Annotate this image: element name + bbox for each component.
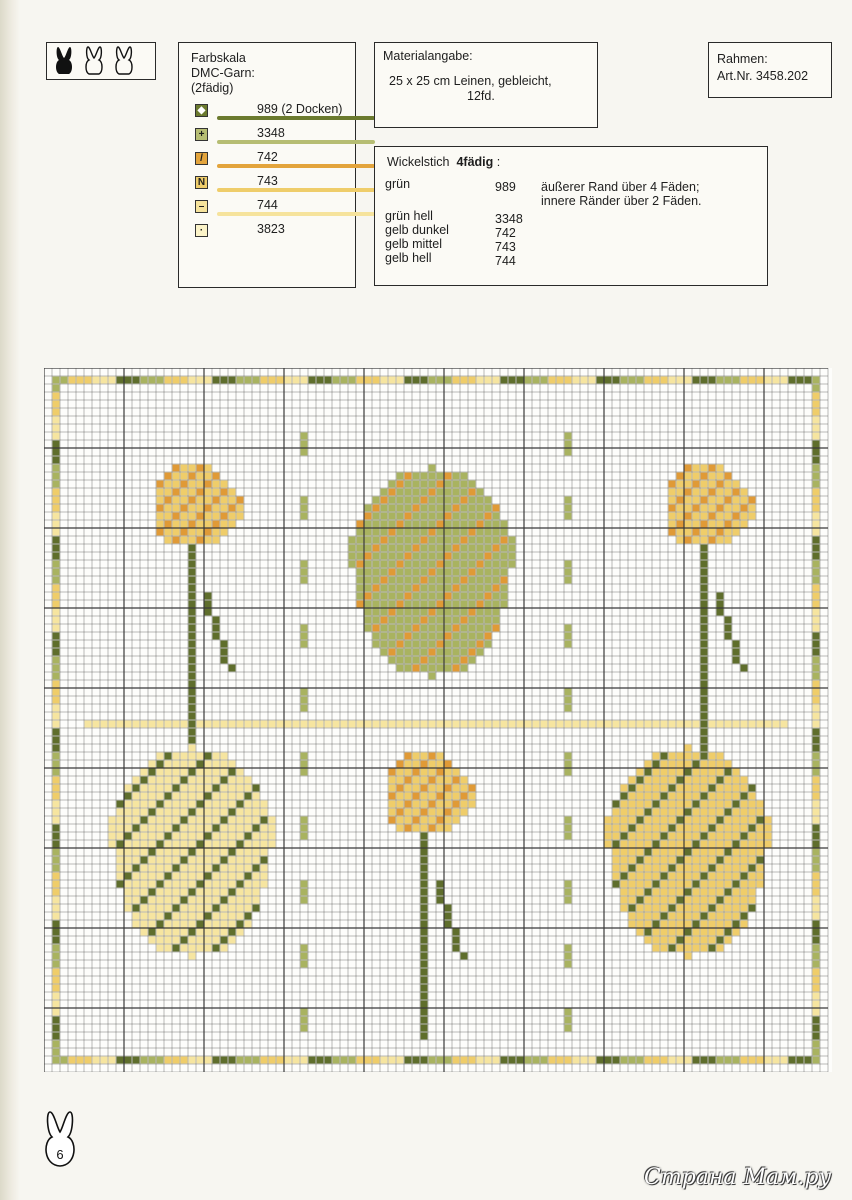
page-number: 6 xyxy=(56,1147,64,1162)
watermark: Страна Мам.ру xyxy=(644,1165,832,1190)
wickel-code: 989 xyxy=(495,180,516,194)
wickel-name: grün hell xyxy=(385,209,433,223)
legend-symbol: N xyxy=(195,176,208,189)
wickelstich-threads: 4fädig xyxy=(456,155,494,169)
legend-code: 742 xyxy=(257,150,278,164)
legend-code: 989 (2 Docken) xyxy=(257,102,343,116)
page-binding-edge xyxy=(0,0,20,1200)
color-legend xyxy=(178,42,356,288)
bunny-outline-icon xyxy=(113,46,135,76)
legend-symbol: + xyxy=(195,128,208,141)
page-number-badge xyxy=(40,1110,80,1170)
legend-symbol: · xyxy=(195,224,208,237)
wickelstich-color-names xyxy=(385,177,449,265)
material-line: 25 x 25 cm Leinen, gebleicht, xyxy=(389,74,552,88)
frame-box xyxy=(708,42,832,98)
wickel-name: gelb mittel xyxy=(385,237,442,251)
wickelstich-color-codes xyxy=(495,180,523,268)
frame-article: Art.Nr. 3458.202 xyxy=(717,69,809,83)
legend-swatch xyxy=(217,140,375,144)
wickelstich-notes xyxy=(541,180,702,208)
wickelstich-heading xyxy=(385,155,757,169)
legend-item xyxy=(191,174,343,198)
legend-symbol: ◆ xyxy=(195,104,208,117)
material-line: 12fd. xyxy=(467,89,495,103)
wickel-note: innere Ränder über 2 Fäden. xyxy=(541,194,702,208)
wickel-note: äußerer Rand über 4 Fäden; xyxy=(541,180,700,194)
wickel-name: gelb dunkel xyxy=(385,223,449,237)
legend-code: 743 xyxy=(257,174,278,188)
wickelstich-box xyxy=(374,146,768,286)
legend-swatch xyxy=(217,212,375,216)
legend-subtitle: DMC-Garn: xyxy=(191,66,255,80)
material-box xyxy=(374,42,598,128)
legend-item xyxy=(191,198,343,222)
legend-item xyxy=(191,150,343,174)
legend-swatch xyxy=(217,164,375,168)
difficulty-rating xyxy=(46,42,156,80)
legend-swatch xyxy=(217,188,375,192)
wickel-code: 743 xyxy=(495,240,516,254)
wickel-code: 744 xyxy=(495,254,516,268)
legend-code: 744 xyxy=(257,198,278,212)
material-title: Materialangabe: xyxy=(383,49,473,63)
legend-code: 3823 xyxy=(257,222,285,236)
frame-title: Rahmen: xyxy=(717,52,768,66)
legend-item xyxy=(191,102,343,126)
wickel-code: 742 xyxy=(495,226,516,240)
wickel-name: gelb hell xyxy=(385,251,432,265)
legend-title: Farbskala xyxy=(191,51,246,65)
legend-swatch xyxy=(217,116,375,120)
legend-symbol: / xyxy=(195,152,208,165)
legend-item xyxy=(191,126,343,150)
legend-note: (2fädig) xyxy=(191,81,234,95)
wickelstich-colon: : xyxy=(496,155,501,169)
legend-code: 3348 xyxy=(257,126,285,140)
wickel-code: 3348 xyxy=(495,212,523,226)
legend-symbol: – xyxy=(195,200,208,213)
legend-item xyxy=(191,222,343,246)
bunny-filled-icon xyxy=(53,46,75,76)
cross-stitch-chart xyxy=(44,368,832,1072)
wickelstich-title: Wickelstich xyxy=(387,155,450,169)
bunny-outline-icon xyxy=(83,46,105,76)
wickel-name: grün xyxy=(385,177,411,191)
